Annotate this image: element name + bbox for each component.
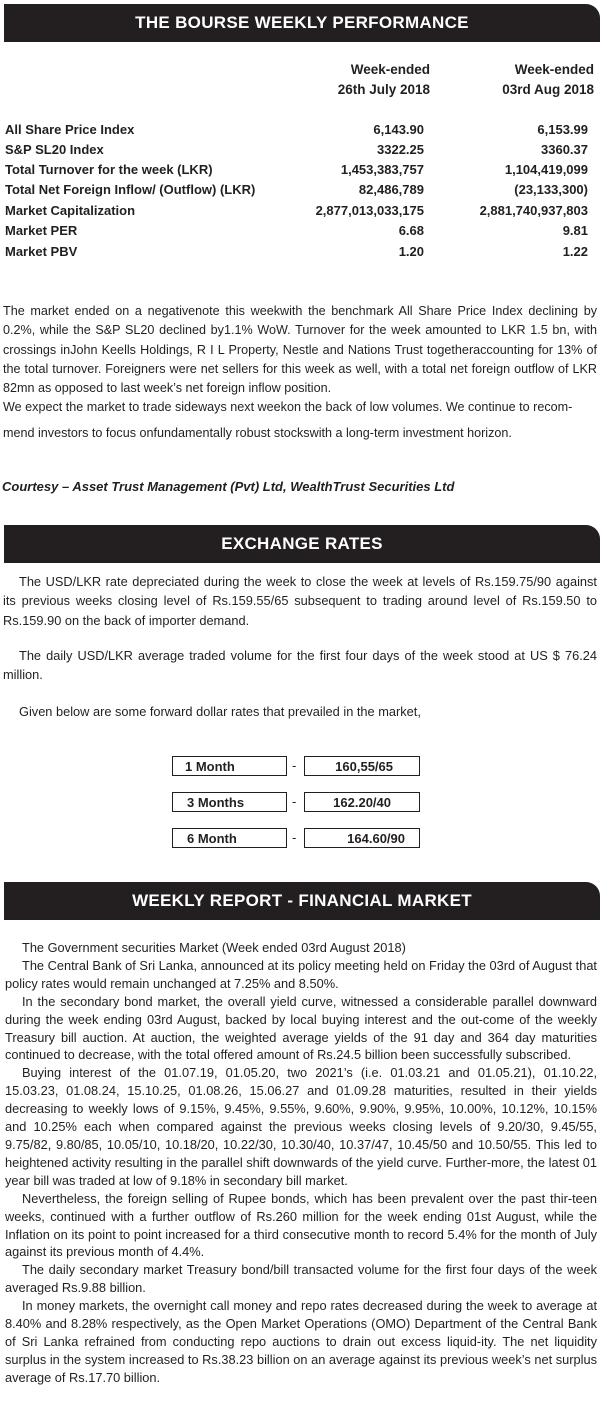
forward-rate-dash: - [292,758,297,773]
table-row: All Share Price Index 6,143.90 6,153.99 [5,122,588,137]
report-paragraph: Nevertheless, the foreign selling of Rupee bonds, which has been prevalent over the past thir-teen weeks, continued with a further outflow of Rs.260 million for the week ending 01st August, while the Inflation on its point to point increased for a third consecutive month to record 5.4% for the month of July against its previous month of 4.4%. [5,1190,597,1260]
courtesy-credit: Courtesy – Asset Trust Management (Pvt) Ltd, WealthTrust Securities Ltd [2,479,455,494]
report-paragraph: The Government securities Market (Week ended 03rd August 2018) [22,940,406,955]
table-row: Market Capitalization 2,877,013,033,175 2,881,740,937,803 [5,203,588,218]
table-row: Total Turnover for the week (LKR) 1,453,383,757 1,104,419,099 [5,162,588,177]
report-paragraph: Buying interest of the 01.07.19, 01.05.20, two 2021’s (i.e. 01.03.21 and 01.05.21), 01.10.22, 15.03.23, 01.08.24, 15.10.25, 01.08.26, 15.06.27 and 01.09.28 maturities, resulted in their yields decreasing to weekly lows of 9.15%, 9.45%, 9.55%, 9.60%, 9.90%, 9.95%, 10.00%, 10.12%, 10.15% and 10.25% each when compared against the previous weeks closing levels of 9.20/30, 9.45/55, 9.75/82, 9.80/85, 10.05/10, 10.18/20, 10.22/30, 10.30/40, 10.37/47, 10.45/50 and 10.50/55. This led to heightened activity resulting in the parallel shift downwards of the yield curve. Further-more, the latest 01 year bill was traded at low of 9.18% in secondary bill market. [5,1065,597,1188]
exchange-title: EXCHANGE RATES [221,534,383,553]
forward-rate-value: 162.20/40 [304,792,420,812]
exchange-paragraph-1: The USD/LKR rate depreciated during the week to close the week at levels of Rs.159.75/90 against its previous weeks closing level of Rs.159.55/65 subsequent to trading around level of Rs.159.50 to Rs.159.90 on the back of importer demand. [3,574,597,628]
exchange-paragraph-2: The daily USD/LKR average traded volume for the first four days of the week stood at US $ 76.24 million. [3,648,597,683]
forward-rate-value: 164.60/90 [304,828,420,848]
report-paragraph: The daily secondary market Treasury bond/bill transacted volume for the first four days of the week averaged Rs.9.88 billion. [5,1262,597,1296]
table-row: Market PER 6.68 9.81 [5,223,588,238]
forward-rate-period: 1 Month [172,756,287,776]
report-title: WEEKLY REPORT - FINANCIAL MARKET [132,891,472,910]
forward-rate-period: 3 Months [172,792,287,812]
market-outlook-paragraph-cont: mend investors to focus onfundamentally robust stockswith a long-term investment horizon. [3,426,512,440]
bourse-banner [4,4,600,42]
exchange-paragraph-3: Given below are some forward dollar rates that prevailed in the market, [19,704,421,719]
table-row: Total Net Foreign Inflow/ (Outflow) (LKR) 82,486,789 (23,133,300) [5,182,588,197]
report-banner [4,882,600,920]
forward-rate-dash: - [292,794,297,809]
table-row: Market PBV 1.20 1.22 [5,244,588,259]
column-header-prev-week: Week-ended 26th July 2018 [337,62,430,97]
report-body [5,939,597,1387]
market-outlook-paragraph: We expect the market to trade sideways next weekon the back of low volumes. We continue to recom- [3,400,573,414]
report-paragraph: In money markets, the overnight call money and repo rates decreased during the week to average at 8.40% and 8.28% respectively, as the Open Market Operations (OMO) Department of the Central Bank of Sri Lanka refrained from conducting repo auctions to drain out excess liquid-ity. The net liquidity surplus in the system increased to Rs.38.23 billion on an average against its previous week’s net surplus average of Rs.17.70 billion. [5,1298,597,1385]
forward-rate-value: 160,55/65 [304,756,420,776]
market-summary-paragraph: The market ended on a negativenote this weekwith the benchmark All Share Price Index declining by 0.2%, while the S&P SL20 declined by1.1% WoW. Turnover for the week amounted to LKR 1.5 bn, with crossings inJohn Keells Holdings, R I L Property, Nestle and Nations Trust togetheraccounting for 13% of the total turnover. Foreigners were net sellers for this week as well, with a total net foreign outflow of LKR 82mn as opposed to last week’s net foreign inflow position. [3,304,597,396]
report-paragraph: In the secondary bond market, the overall yield curve, witnessed a considerable parallel downward during the week ending 03rd August, backed by local buying interest and the out-come of the weekly Treasury bill auction. At auction, the weighted average yields of the 91 day and 364 day maturities continued to decrease, with the total offered amount of Rs.24.5 billion been successfully subscribed. [5,993,597,1063]
report-paragraph: The Central Bank of Sri Lanka, announced at its policy meeting held on Friday the 03rd of August that policy rates would remain unchanged at 7.25% and 8.50%. [5,957,597,991]
forward-rate-dash: - [292,830,297,845]
bourse-title: THE BOURSE WEEKLY PERFORMANCE [135,13,469,32]
exchange-banner [4,525,600,563]
table-row: S&P SL20 Index 3322.25 3360.37 [5,142,588,157]
column-header-curr-week: Week-ended 03rd Aug 2018 [502,62,594,97]
forward-rate-period: 6 Month [172,828,287,848]
